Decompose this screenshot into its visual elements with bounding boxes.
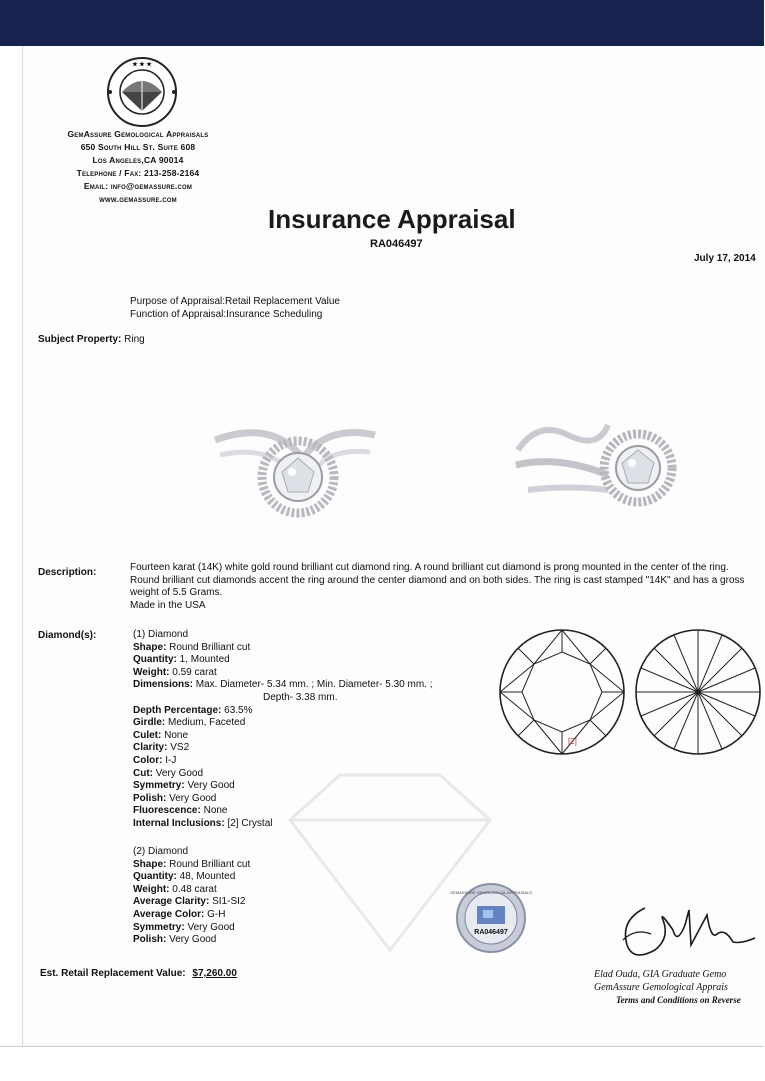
appraisal-date: July 17, 2014 (694, 253, 756, 264)
diamond-2-details (133, 846, 250, 947)
diamond-2-row: Shape: Round Brilliant cut (133, 858, 251, 870)
diamond-1-row: Cut: Very Good (133, 767, 204, 779)
diamond-2-row: Symmetry: Very Good (133, 921, 235, 933)
ring-photo-front (210, 400, 380, 525)
diamond-1-details (133, 629, 433, 831)
subject-property (38, 334, 145, 345)
crown-view-icon (500, 630, 624, 754)
diamond-1-row: Weight: 0.59 carat (133, 666, 217, 678)
diamond-1-row: Depth- 3.38 mm. (263, 691, 338, 703)
signer-name: Elad Ouda, GIA Graduate Gemo (594, 969, 727, 980)
svg-text:★ ★ ★: ★ ★ ★ (132, 62, 152, 68)
company-website: www.gemassure.com (99, 194, 177, 204)
diamond-2-row: Polish: Very Good (133, 934, 217, 946)
inclusion-mark: [2] (568, 737, 577, 746)
diamond-1-row: Clarity: VS2 (133, 742, 190, 754)
function-of-appraisal: Function of Appraisal:Insurance Scheduling (130, 309, 323, 320)
diamond-1-heading: (1) Diamond (133, 629, 189, 640)
pavilion-view-icon (636, 630, 760, 754)
company-address-line1: 650 South Hill St. Suite 608 (80, 142, 196, 152)
scan-top-band (0, 0, 764, 46)
diamond-2-heading: (2) Diamond (133, 846, 189, 857)
terms-note: Terms and Conditions on Reverse (616, 995, 741, 1005)
diamond-1-row: Internal Inclusions: [2] Crystal (133, 817, 273, 829)
signature-icon (615, 900, 764, 966)
appraisal-number: RA046497 (370, 238, 423, 250)
description-label: Description: (38, 567, 97, 578)
document-title: Insurance Appraisal (268, 204, 516, 234)
diamond-2-row: Average Color: G-H (133, 908, 226, 920)
diamond-1-row: Shape: Round Brilliant cut (133, 641, 251, 653)
diamonds-label: Diamond(s): (38, 630, 97, 641)
scan-bottom-edge (0, 1046, 764, 1081)
diamond-1-row: Culet: None (133, 729, 189, 741)
hologram-ring-text: GEMASSURE GEMOLOGICAL APPRAISALS (450, 890, 532, 895)
description-text-block (130, 562, 750, 612)
company-block (38, 128, 238, 206)
diamond-1-row: Depth Percentage: 63.5% (133, 704, 253, 716)
purpose-block (130, 295, 340, 321)
company-name: GemAssure Gemological Appraisals (67, 129, 209, 139)
gemassure-seal-icon (100, 56, 184, 128)
subject-label: Subject Property: (38, 334, 122, 345)
diamond-1-row: Dimensions: Max. Diameter- 5.34 mm. ; Min. Diameter- 5.30 mm. ; (133, 679, 433, 691)
signer-org: GemAssure Gemological Apprais (594, 982, 728, 993)
hologram-number: RA046497 (474, 929, 508, 936)
made-in: Made in the USA (130, 599, 206, 611)
diamond-plot-diagrams (496, 628, 764, 758)
diamond-1-row: Symmetry: Very Good (133, 780, 235, 792)
diamond-1-row: Quantity: 1, Mounted (133, 654, 230, 666)
value-amount: $7,260.00 (192, 968, 237, 979)
diamond-2-row: Weight: 0.48 carat (133, 883, 217, 895)
diamond-1-row: Girdle: Medium, Faceted (133, 717, 246, 729)
diamond-2-row: Average Clarity: SI1-SI2 (133, 896, 246, 908)
diamond-1-row: Fluorescence: None (133, 805, 228, 817)
diamond-1-row: Polish: Very Good (133, 792, 217, 804)
hologram-seal-icon (450, 882, 532, 954)
description-text: Fourteen karat (14K) white gold round brilliant cut diamond ring. A round brilliant cut diamond is prong mounted in the center of the ring. Round brilliant cut diamonds accent the ring around the center diamond and on both sides. The ring is cast stamped "14K" and has a gross weight of 5.5 Grams. (130, 562, 745, 598)
diamond-1-row: Color: I-J (133, 754, 177, 766)
ring-photo-angle (508, 395, 678, 520)
subject-value: Ring (124, 334, 145, 345)
company-phone: Telephone / Fax: 213-258-2164 (76, 168, 200, 178)
company-email: Email: info@gemassure.com (83, 181, 193, 191)
purpose-of-appraisal: Purpose of Appraisal:Retail Replacement Value (130, 296, 340, 307)
est-retail-value (40, 968, 237, 979)
company-address-line2: Los Angeles,CA 90014 (92, 155, 184, 165)
value-label: Est. Retail Replacement Value: (40, 968, 186, 979)
diamond-2-row: Quantity: 48, Mounted (133, 871, 236, 883)
signer-block (594, 968, 741, 1007)
